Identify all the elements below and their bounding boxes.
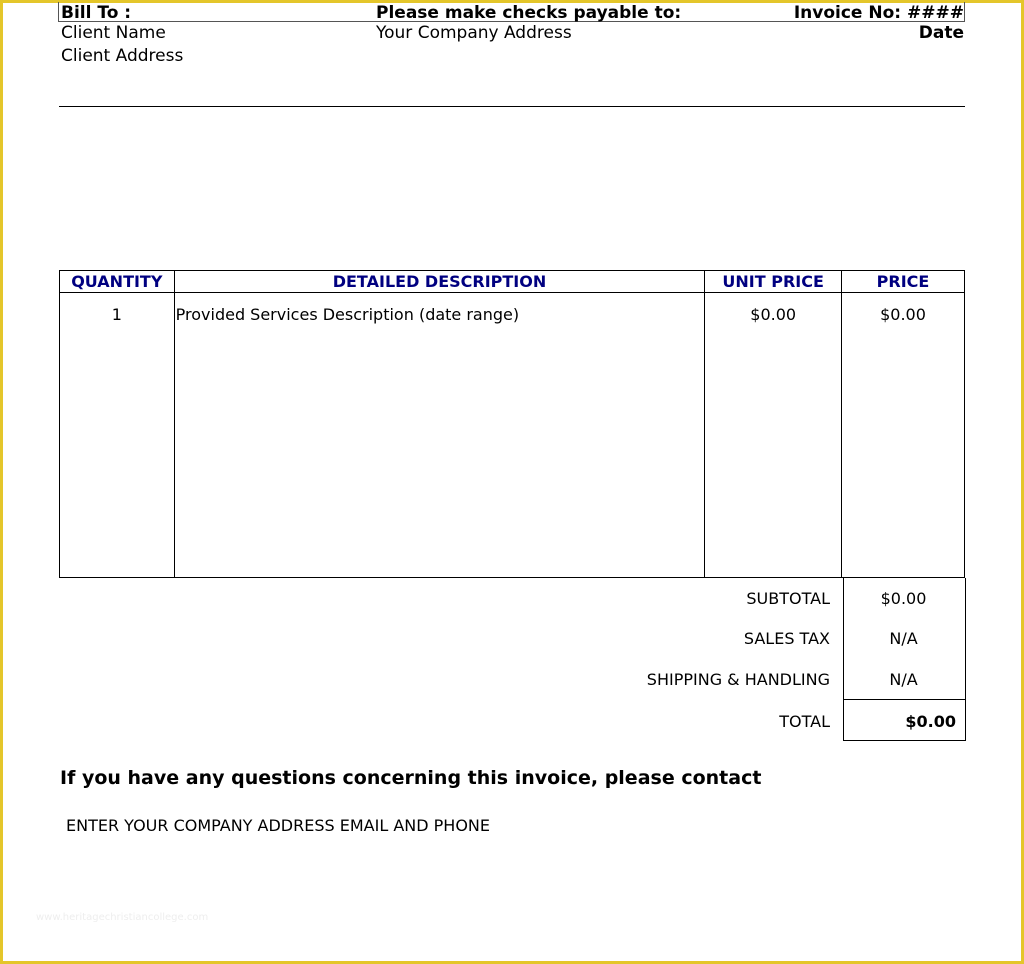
invoice-date: Date (918, 23, 964, 43)
invoice-number: Invoice No: #### (793, 3, 964, 23)
subtotal-label: SUBTOTAL (746, 589, 830, 608)
row-quantity: 1 (60, 293, 175, 578)
shipping-label: SHIPPING & HANDLING (646, 670, 830, 689)
subtotal-value: $0.00 (880, 589, 927, 608)
payable-label: Please make checks payable to: (376, 3, 682, 23)
questions-text: If you have any questions concerning this invoice, please contact (60, 767, 762, 789)
sales-tax-label: SALES TAX (743, 629, 830, 648)
table-row (60, 293, 965, 578)
client-address: Client Address (61, 46, 184, 66)
col-price: PRICE (842, 271, 965, 293)
contact-text: ENTER YOUR COMPANY ADDRESS EMAIL AND PHONE (66, 816, 490, 835)
table-header-row (60, 271, 965, 293)
bill-to-label: Bill To : (61, 3, 132, 23)
sales-tax-value: N/A (889, 629, 918, 648)
col-description: DETAILED DESCRIPTION (174, 271, 705, 293)
company-address: Your Company Address (376, 23, 572, 43)
col-quantity: QUANTITY (60, 271, 175, 293)
col-unit-price: UNIT PRICE (705, 271, 842, 293)
row-description: Provided Services Description (date range) (174, 293, 705, 578)
client-name: Client Name (61, 23, 166, 43)
watermark-text: www.heritagechristiancollege.com (36, 912, 209, 923)
shipping-value: N/A (889, 670, 918, 689)
total-value: $0.00 (905, 712, 956, 731)
total-label: TOTAL (779, 712, 830, 731)
header-divider (59, 106, 965, 107)
row-unit-price: $0.00 (705, 293, 842, 578)
items-table (59, 270, 965, 578)
row-price: $0.00 (842, 293, 965, 578)
